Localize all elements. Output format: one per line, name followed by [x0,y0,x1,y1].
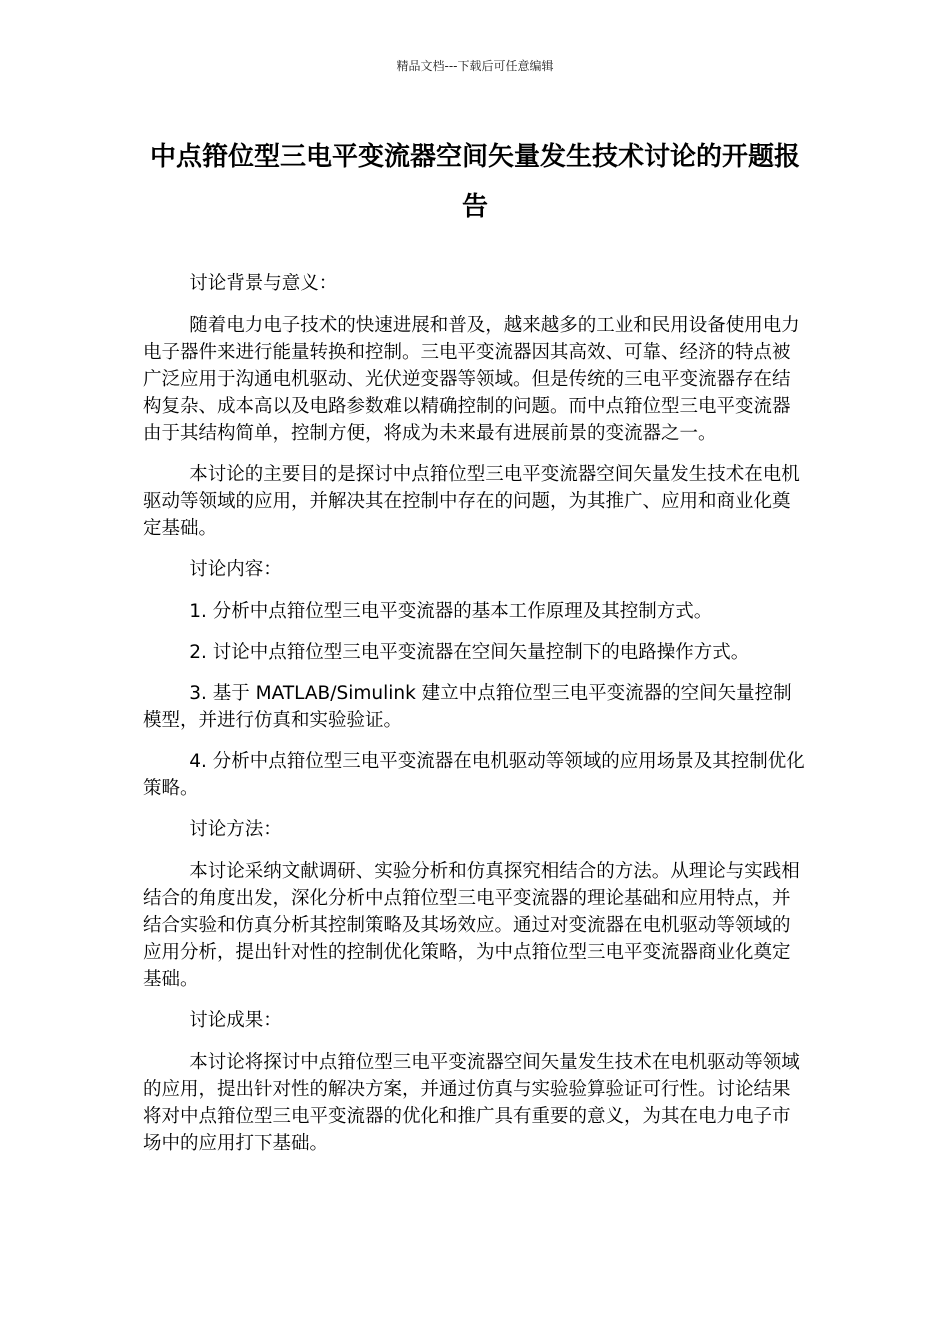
method-paragraph: 本讨论采纳文献调研、实验分析和仿真探究相结合的方法。从理论与实践相结合的角度出发，深化分析中点箝位型三电平变流器的理论基础和应用特点，并结合实验和仿真分析其控制策略及其场效应。通过对变流器在电机驱动等领域的应用分析，提出针对性的控制优化策略，为中点箝位型三电平变流器商业化奠定基础。 [143,861,800,990]
background-heading: 讨论背景与意义： [189,273,338,294]
results-paragraph: 本讨论将探讨中点箝位型三电平变流器空间矢量发生技术在电机驱动等领域的应用，提出针对性的解决方案，并通过仿真与实验验算验证可行性。讨论结果将对中点箝位型三电平变流器的优化和推广具有重要的意义，为其在电力电子市场中的应用打下基础。 [143,1052,800,1154]
content-item-2: 2. 讨论中点箝位型三电平变流器在空间矢量控制下的电路操作方式。 [189,642,750,663]
content-heading: 讨论内容： [189,559,282,580]
content-item-1: 1. 分析中点箝位型三电平变流器的基本工作原理及其控制方式。 [189,601,713,622]
content-item-4: 4. 分析中点箝位型三电平变流器在电机驱动等领域的应用场景及其控制优化策略。 [143,751,805,799]
document-title: 中点箝位型三电平变流器空间矢量发生技术讨论的开题报告 [149,142,800,222]
content-item-3: 3. 基于 MATLAB/Simulink 建立中点箝位型三电平变流器的空间矢量控制模型，并进行仿真和实验验证。 [143,683,792,731]
document-body [143,270,807,1171]
results-heading: 讨论成果： [189,1010,282,1031]
method-heading: 讨论方法： [189,819,282,840]
background-paragraph-2: 本讨论的主要目的是探讨中点箝位型三电平变流器空间矢量发生技术在电机驱动等领域的应用，并解决其在控制中存在的问题，为其推广、应用和商业化奠定基础。 [143,464,800,539]
header-note: 精品文档---下载后可任意编辑 [396,59,554,73]
background-paragraph-1: 随着电力电子技术的快速进展和普及，越来越多的工业和民用设备使用电力电子器件来进行能量转换和控制。三电平变流器因其高效、可靠、经济的特点被广泛应用于沟通电机驱动、光伏逆变器等领域。但是传统的三电平变流器存在结构复杂、成本高以及电路参数难以精确控制的问题。而中点箝位型三电平变流器由于其结构简单，控制方便，将成为未来最有进展前景的变流器之一。 [143,315,800,444]
